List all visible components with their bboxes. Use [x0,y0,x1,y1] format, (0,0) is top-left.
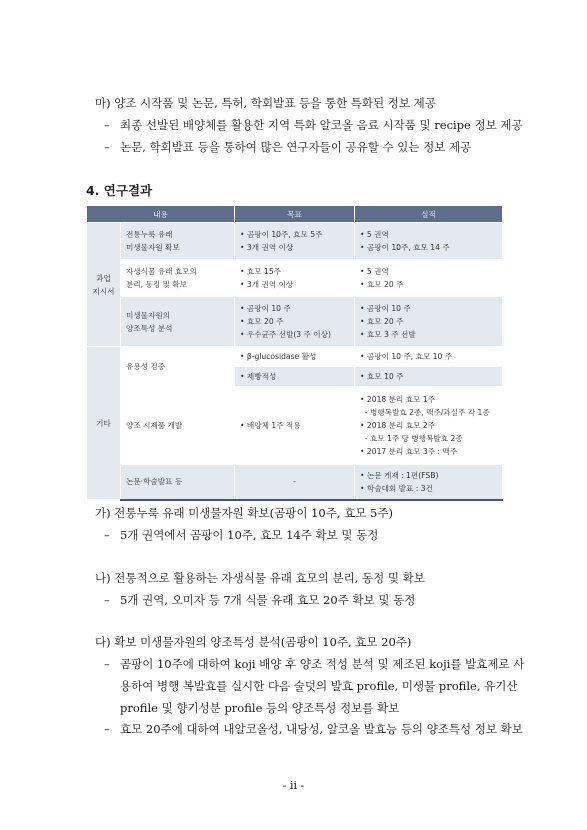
dash-mark: – [104,528,110,542]
row-result: • 논문 게재 : 1편(FSB) • 학술대회 발표 : 3건 [355,465,503,500]
row-goal: • 배양체 1주 적용 [235,387,355,465]
item-ga: 가) 전통누룩 유래 미생물자원 확보(곰팡이 10주, 효모 5주) [95,506,393,520]
item-da-sub2 [104,722,523,736]
item-ma-sub1 [104,118,523,132]
row-item: 유용성 검증 [121,347,235,387]
row-goal: - [235,465,355,500]
item-da: 다) 확보 미생물자원의 양조특성 분석(곰팡이 10주, 효모 20주) [95,635,412,649]
row-goal: • β-glucosidase 활성 [235,347,355,367]
row-item: 논문·학술발표 등 [121,465,235,500]
row-result: • 2018 분리 효모 1주 - 병행복발효 2종, 맥주/과실주 각 1종 • 2018 분리 효모 2주 - 효모 1주 당 병행복발효 2종 • 2017 분리 효모 3주 : 맥주 [355,387,503,465]
dash-mark: – [104,593,110,607]
row-goal: • 제빵적성 [235,367,355,387]
row-item: 자생식물 유래 효모의 분리, 동정 및 확보 [121,260,235,297]
dash-mark: – [104,140,110,154]
item-ma-sub2 [104,140,471,154]
dash-mark: – [104,722,110,736]
row-item: 전통누룩 유래 미생물자원 확보 [121,223,235,260]
table-row [87,260,503,297]
item-na: 나) 전통적으로 활용하는 자생식물 유래 효모의 분리, 동정 및 확보 [95,571,425,585]
header-result: 실적 [355,206,503,223]
item-na-sub-text: 5개 권역, 오미자 등 7개 식물 유래 효모 20주 확보 및 동정 [120,593,416,607]
row-goal: • 곰팡이 10 주 • 효모 20 주 • 우수균주 선발(3 주 이상) [235,297,355,347]
results-table [86,205,503,501]
page-number: - ii - [282,779,305,792]
row-result: • 효모 10 주 [355,367,503,387]
header-goal: 목표 [235,206,355,223]
item-ma-sub2-text: 논문, 학회발표 등을 통하여 많은 연구자들이 공유할 수 있는 정보 제공 [120,140,472,154]
dash-mark: – [104,657,110,671]
item-da-sub1 [104,657,524,671]
table-row [87,297,503,347]
table-header-row [87,206,503,223]
dash-mark: – [104,118,110,132]
table-row [87,347,503,367]
table-row [87,465,503,500]
table-row [87,387,503,465]
category-main: 과업 지시서 [87,223,121,347]
row-result: • 곰팡이 10 주 • 효모 20 주 • 효모 3 주 선발 [355,297,503,347]
item-da-sub1-line1: 곰팡이 10주에 대하여 koji 배양 후 양조 적성 분석 및 제조된 koji를 발효제로 사 [120,657,525,671]
item-ma-sub1-text: 최종 선발된 배양체를 활용한 지역 특화 알코올 음료 시작품 및 recipe 정보 제공 [120,118,523,132]
item-na-sub [104,593,415,607]
item-ma: 마) 양조 시작품 및 논문, 특허, 학회발표 등을 통한 특화된 정보 제공 [95,96,436,110]
item-ga-sub-text: 5개 권역에서 곰팡이 10주, 효모 14주 확보 및 동정 [120,528,379,542]
table-row [87,223,503,260]
item-da-sub1-line2: 용하여 병행 복발효를 실시한 다음 술덧의 발효 profile, 미생물 profile, 유기산 [120,679,518,693]
item-da-sub2-text: 효모 20주에 대하여 내알코올성, 내당성, 알코올 발효능 등의 양조특성 정보 확보 [120,722,523,736]
row-result: • 5 권역 • 곰팡이 10주, 효모 14 주 [355,223,503,260]
row-result: • 곰팡이 10 주, 효모 10 주 [355,347,503,367]
header-content: 내용 [87,206,235,223]
row-item: 양조 시제품 개발 [121,387,235,465]
item-da-sub1-line3: profile 및 향기성분 profile 등의 양조특성 정보를 확보 [120,701,400,715]
row-goal: • 효모 15주 • 3개 권역 이상 [235,260,355,297]
row-item: 미생물자원의 양조특성 분석 [121,297,235,347]
section-title: 4. 연구결과 [86,183,153,198]
item-ga-sub [104,528,378,542]
category-other: 기타 [87,347,121,500]
row-result: • 5 권역 • 효모 20 주 [355,260,503,297]
row-goal: • 곰팡이 10주, 효모 5주 • 3개 권역 이상 [235,223,355,260]
